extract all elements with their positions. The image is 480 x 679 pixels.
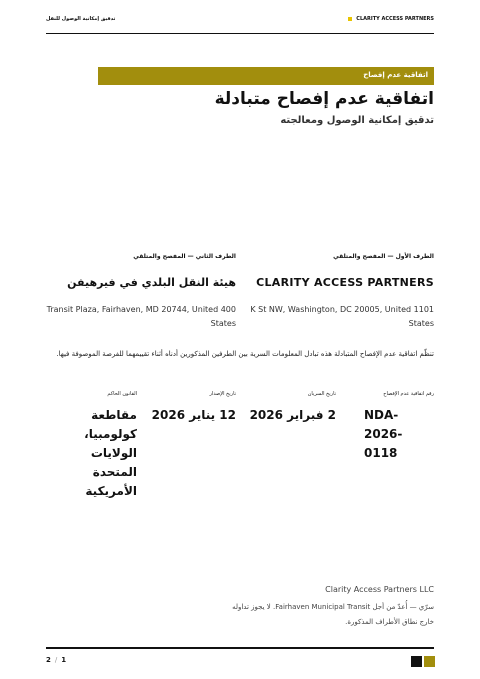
party-1-address: 1101 K St NW, Washington, DC 20005, United States [250, 305, 434, 328]
header-brand [348, 16, 434, 22]
page-indicator: 2 / 1 [46, 656, 67, 664]
party-1-role: الطرف الأول — المفصح والمتلقي [333, 253, 434, 260]
footer-divider [46, 647, 434, 649]
party-2-name: هيئة النقل البلدي في فيرهيفن [67, 276, 236, 289]
issue-date-label: تاريخ الإصدار [209, 391, 236, 397]
document-type-band [98, 67, 434, 85]
agreement-number-value: NDA-2026-0118 [364, 408, 403, 460]
effective-date-label: تاريخ السريان [307, 391, 336, 397]
company-name: Clarity Access Partners LLC [325, 585, 434, 594]
party-2-role: الطرف الثاني — المفصح والمتلقي [133, 253, 236, 260]
page-total: 2 [46, 656, 51, 664]
brand-dot-icon [348, 17, 352, 21]
party-2-address: 400 Transit Plaza, Fairhaven, MD 20744, United States [46, 305, 236, 328]
confidential-notice: سرّي — أُعدّ من أجل Fairhaven Municipal Transit. لا يجوز تداوله خارج نطاق الأطراف المذكورة. [232, 603, 434, 626]
issue-date-value: 12 يناير 2026 [151, 408, 236, 422]
governing-law-label: القانون الحاكم [107, 391, 137, 397]
footer-square-accent-icon [424, 656, 435, 667]
governing-law-value: مقاطعة كولومبيا، الولايات المتحدة الأمريكية [84, 408, 137, 498]
header-doc-title: تدقيق إمكانية الوصول للنقل [46, 16, 116, 22]
band-label: اتفاقية عدم إفصاح [363, 71, 428, 79]
page-current: 1 [61, 656, 67, 664]
intro-paragraph: تنظّم اتفاقية عدم الإفصاح المتبادلة هذه تبادل المعلومات السرية بين الطرفين المذكورين أدناه أثناء تقييمهما للفرصة الموصوفة فيها. [56, 350, 434, 358]
page-title: اتفاقية عدم إفصاح متبادلة [214, 89, 434, 109]
effective-date-value: 2 فبراير 2026 [249, 408, 336, 422]
agreement-number-label: رقم اتفاقية عدم الإفصاح [383, 391, 434, 397]
page-subtitle: تدقيق إمكانية الوصول ومعالجته [280, 115, 434, 126]
header-brand-text: CLARITY ACCESS PARTNERS [356, 16, 434, 22]
footer-square-dark-icon [411, 656, 422, 667]
header-divider [46, 33, 434, 34]
party-1-name: CLARITY ACCESS PARTNERS [256, 276, 434, 289]
